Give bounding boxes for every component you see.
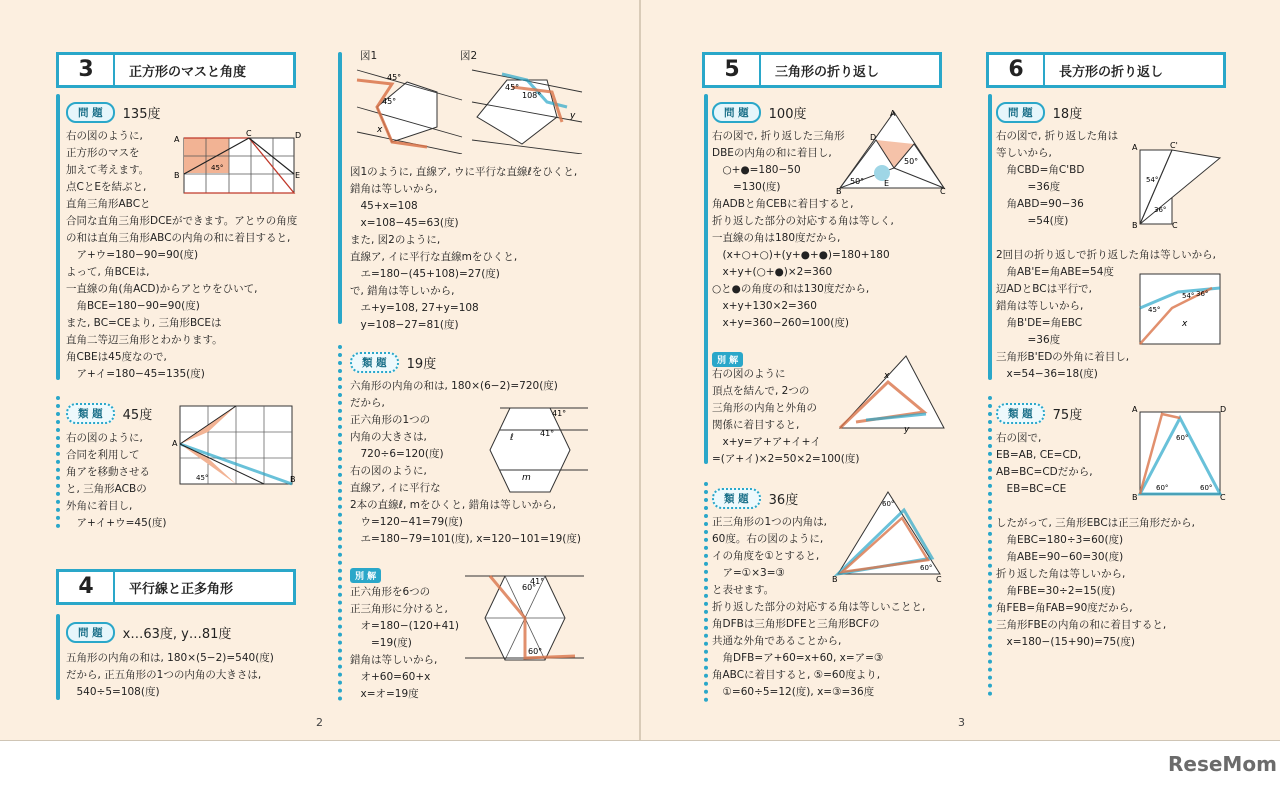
solution-text: 右の図のように, 合同を利用して 角アを移動させる と, 三角形ACBの 外角に着目し, ア+イ+ウ=45(度) (66, 432, 167, 529)
mondai-badge: 問 題 (66, 622, 115, 643)
book-gutter (639, 0, 641, 740)
problem-heading (712, 102, 806, 123)
column-dotbar (338, 345, 342, 701)
svg-text:60°: 60° (522, 583, 537, 592)
svg-text:m: m (522, 473, 531, 483)
folded-triangle-alt-figure (836, 352, 948, 438)
ruidai-heading (350, 352, 436, 373)
rectangle-fold-figure (1132, 142, 1228, 228)
svg-text:36°: 36° (1196, 290, 1209, 298)
hexagon-alt-figure (460, 568, 584, 672)
section-number: 5 (705, 55, 761, 85)
problem-heading (66, 102, 160, 123)
svg-text:D: D (1220, 405, 1227, 414)
svg-text:C: C (246, 129, 252, 138)
ruidai-badge: 類 題 (66, 403, 115, 424)
svg-text:60°: 60° (882, 500, 895, 508)
solution-text: 六角形の内角の和は, 180×(6−2)=720(度) だから, 正六角形の1つの 内角の大きさは, 720÷6=120(度) 右の図のように, 直線ア, イに平行な 2本の直線ℓ, mをひくと, 錯角は等しいから, ウ=120−41=79(度) エ=180−79=101(度), x=120−101=19(度) (350, 380, 581, 545)
below-area (0, 740, 1280, 787)
ruidai-heading (996, 403, 1082, 424)
section-number: 4 (59, 572, 115, 602)
section-number: 3 (59, 55, 115, 85)
svg-text:45°: 45° (196, 474, 209, 482)
parallel-pentagon-figures (352, 62, 586, 154)
figure-2-label: 図2 (460, 50, 478, 62)
betsu-badge: 別 解 (712, 352, 743, 367)
svg-text:B: B (832, 575, 838, 584)
svg-text:B: B (174, 171, 180, 180)
svg-text:x: x (1182, 319, 1188, 329)
mondai-badge: 問 題 (66, 102, 115, 123)
solution-text: 正六角形を6つの 正三角形に分けると, オ=180−(120+41) =19(度) 錯角は等しいから, オ+60=60+x x=オ=19度 (350, 586, 460, 700)
betsu-heading (712, 352, 751, 367)
answer: x…63度, y…81度 (122, 627, 232, 642)
solution-text: 右の図で, 折り返した三角形 DBEの内角の和に着目し, ○+●=180−50 =130(度) 角ADBと角CEBに着目すると, 折り返した部分の対応する角は等しく, 一直線の角は180度だから, (x+○+○)+(y+●+●)=180+180 x+y+(○+●)×2=360 ○と●の角度の和は130度だから, x+y+130×2=360 x+y=360−260=100(度) (712, 130, 894, 329)
svg-text:60°: 60° (1156, 484, 1169, 492)
column-bar (56, 94, 60, 380)
svg-text:60°: 60° (920, 564, 933, 572)
solution-text: 図1のように, 直線ア, ウに平行な直線ℓをひくと, 錯角は等しいから, 45+x=108 x=108−45=63(度) また, 図2のように, 直線ア, イに平行な直線mをひくと, エ=180−(45+108)=27(度) で, 錯角は等しいから, エ+y=108, 27+y=108 y=108−27=81(度) (350, 166, 578, 331)
ruidai-heading (66, 403, 152, 424)
svg-text:A: A (890, 109, 896, 118)
rectangle-double-fold-figure (1132, 268, 1228, 350)
page-number: 3 (958, 716, 965, 729)
section-title: 長方形の折り返し (1059, 64, 1164, 80)
column-dotbar (988, 396, 992, 696)
svg-text:A: A (1132, 405, 1138, 414)
svg-text:C: C (1220, 493, 1226, 502)
svg-text:C: C (1172, 221, 1178, 228)
betsu-heading (350, 568, 389, 583)
svg-text:E: E (295, 171, 301, 180)
svg-text:45°: 45° (211, 164, 224, 172)
betsu-badge: 別 解 (350, 568, 381, 583)
section-title: 正方形のマスと角度 (129, 64, 247, 80)
svg-text:ℓ: ℓ (510, 433, 514, 443)
svg-text:108°: 108° (522, 91, 542, 100)
svg-text:45°: 45° (387, 73, 402, 82)
svg-text:41°: 41° (530, 577, 545, 586)
svg-text:x: x (377, 125, 383, 135)
svg-text:60°: 60° (528, 647, 543, 656)
answer: 45度 (122, 408, 153, 423)
svg-text:D: D (295, 131, 302, 140)
svg-text:C': C' (1170, 142, 1178, 150)
svg-text:B: B (1132, 493, 1138, 502)
answer: 18度 (1052, 107, 1083, 122)
answer: 36度 (768, 493, 799, 508)
svg-text:50°: 50° (904, 157, 919, 166)
section-number: 6 (989, 55, 1045, 85)
problem-heading (996, 102, 1082, 123)
solution-text: 右の図のように, 正方形のマスを 加えて考えます。 点CとEを結ぶと, 直角三角形ABCと 合同な直角三角形DCEができます。アとウの角度 の和は直角三角形ABCの内角の和に着目すると, ア+ウ=180−90=90(度) よって, 角BCEは, 一直線の角(角ACD)からアとウをひいて, 角BCE=180−90=90(度) また, BC=CEより, 三角形BCEは 直角二等辺三角形とわかります。 角CBEは45度なので, ア+イ=180−45=135(度) (66, 130, 298, 380)
page-number: 2 (316, 716, 323, 729)
svg-text:x: x (884, 371, 890, 381)
svg-text:y: y (904, 425, 910, 435)
svg-text:45°: 45° (1148, 306, 1161, 314)
column-bar (56, 614, 60, 700)
resemom-logo: ReseMom (1168, 752, 1277, 776)
mondai-badge: 問 題 (712, 102, 761, 123)
svg-text:B: B (836, 187, 842, 194)
problem-heading (66, 622, 231, 643)
ruidai-badge: 類 題 (712, 488, 761, 509)
mondai-badge: 問 題 (996, 102, 1045, 123)
solution-text: 正三角形の1つの内角は, 60度。右の図のように, イの角度を①とすると, ア=①×3=③ と表せます。 折り返した部分の対応する角は等しいことと, 角DFBは三角形DFEと三角形BCFの 共通な外角であることから, 角DFB=ア+60=x+60, x=ア=③ 角ABCに着目すると, ⑤=60度より, ①=60÷5=12(度), x=③=36度 (712, 516, 926, 698)
folded-triangle-figure (836, 108, 948, 194)
svg-text:41°: 41° (552, 409, 567, 418)
section-3-header (56, 52, 296, 88)
ruidai-heading (712, 488, 798, 509)
svg-text:60°: 60° (1200, 484, 1213, 492)
grid-angle-figure (170, 404, 298, 486)
column-bar (704, 94, 708, 464)
solution-text: 右の図で, EB=AB, CE=CD, AB=BC=CDだから, EB=BC=CE したがって, 三角形EBCは正三角形だから, 角EBC=180÷3=60(度) 角ABE=90−60=30(度) 折り返した角は等しいから, 角FBE=30÷2=15(度) 角FEB=角FAB=90度だから, 三角形FBEの内角の和に着目すると, x=180−(15+90)=75(度) (996, 432, 1195, 648)
svg-text:54°: 54° (1182, 292, 1195, 300)
square-grid-figure (174, 128, 302, 200)
svg-text:54°: 54° (1146, 176, 1159, 184)
svg-text:45°: 45° (382, 97, 397, 106)
svg-text:60°: 60° (1176, 434, 1189, 442)
svg-text:D: D (870, 133, 877, 142)
svg-text:C: C (940, 187, 946, 194)
figure-1-label: 図1 (360, 50, 378, 62)
solution-text: 五角形の内角の和は, 180×(5−2)=540(度) だから, 正五角形の1つの内角の大きさは, 540÷5=108(度) (66, 652, 274, 698)
answer: 100度 (768, 107, 807, 122)
svg-text:B: B (290, 475, 296, 484)
answer: 19度 (406, 357, 437, 372)
svg-text:36°: 36° (1154, 206, 1167, 214)
ruidai-badge: 類 題 (350, 352, 399, 373)
section-title: 三角形の折り返し (775, 64, 880, 80)
section-6-header (986, 52, 1226, 88)
svg-text:41°: 41° (540, 429, 555, 438)
column-bar (988, 94, 992, 380)
answer: 75度 (1052, 408, 1083, 423)
svg-text:50°: 50° (850, 177, 865, 186)
section-title: 平行線と正多角形 (129, 581, 234, 597)
svg-text:B: B (1132, 221, 1138, 228)
square-equilateral-figure (1132, 404, 1228, 502)
solution-text: 右の図のように 頂点を結んで, 2つの 三角形の内角と外角の 関係に着目すると, x+y=ア+ア+イ+イ =(ア+イ)×2=50×2=100(度) (712, 368, 860, 465)
svg-text:A: A (1132, 143, 1138, 152)
answer: 135度 (122, 107, 161, 122)
solution-text: 右の図で, 折り返した角は 等しいから, 角CBD=角C'BD =36度 角ABD=90−36 =54(度) 2回目の折り返しで折り返した角は等しいから, 角AB'E=角ABE=54度 辺ADとBCは平行で, 錯角は等しいから, 角B'DE=角EBC =36度 三角形B'EDの外角に着目し, x=54−36=18(度) (996, 130, 1217, 380)
column-bar (338, 52, 342, 324)
section-5-header (702, 52, 942, 88)
svg-text:E: E (884, 179, 890, 188)
svg-text:45°: 45° (505, 83, 520, 92)
column-dotbar (56, 396, 60, 528)
column-dotbar (704, 482, 708, 702)
equilateral-fold-figure (832, 488, 944, 584)
ruidai-badge: 類 題 (996, 403, 1045, 424)
svg-text:A: A (174, 135, 180, 144)
svg-text:y: y (570, 111, 576, 121)
section-4-header (56, 569, 296, 605)
svg-text:A: A (172, 439, 178, 448)
svg-text:C: C (936, 575, 942, 584)
hexagon-figure (470, 400, 588, 500)
